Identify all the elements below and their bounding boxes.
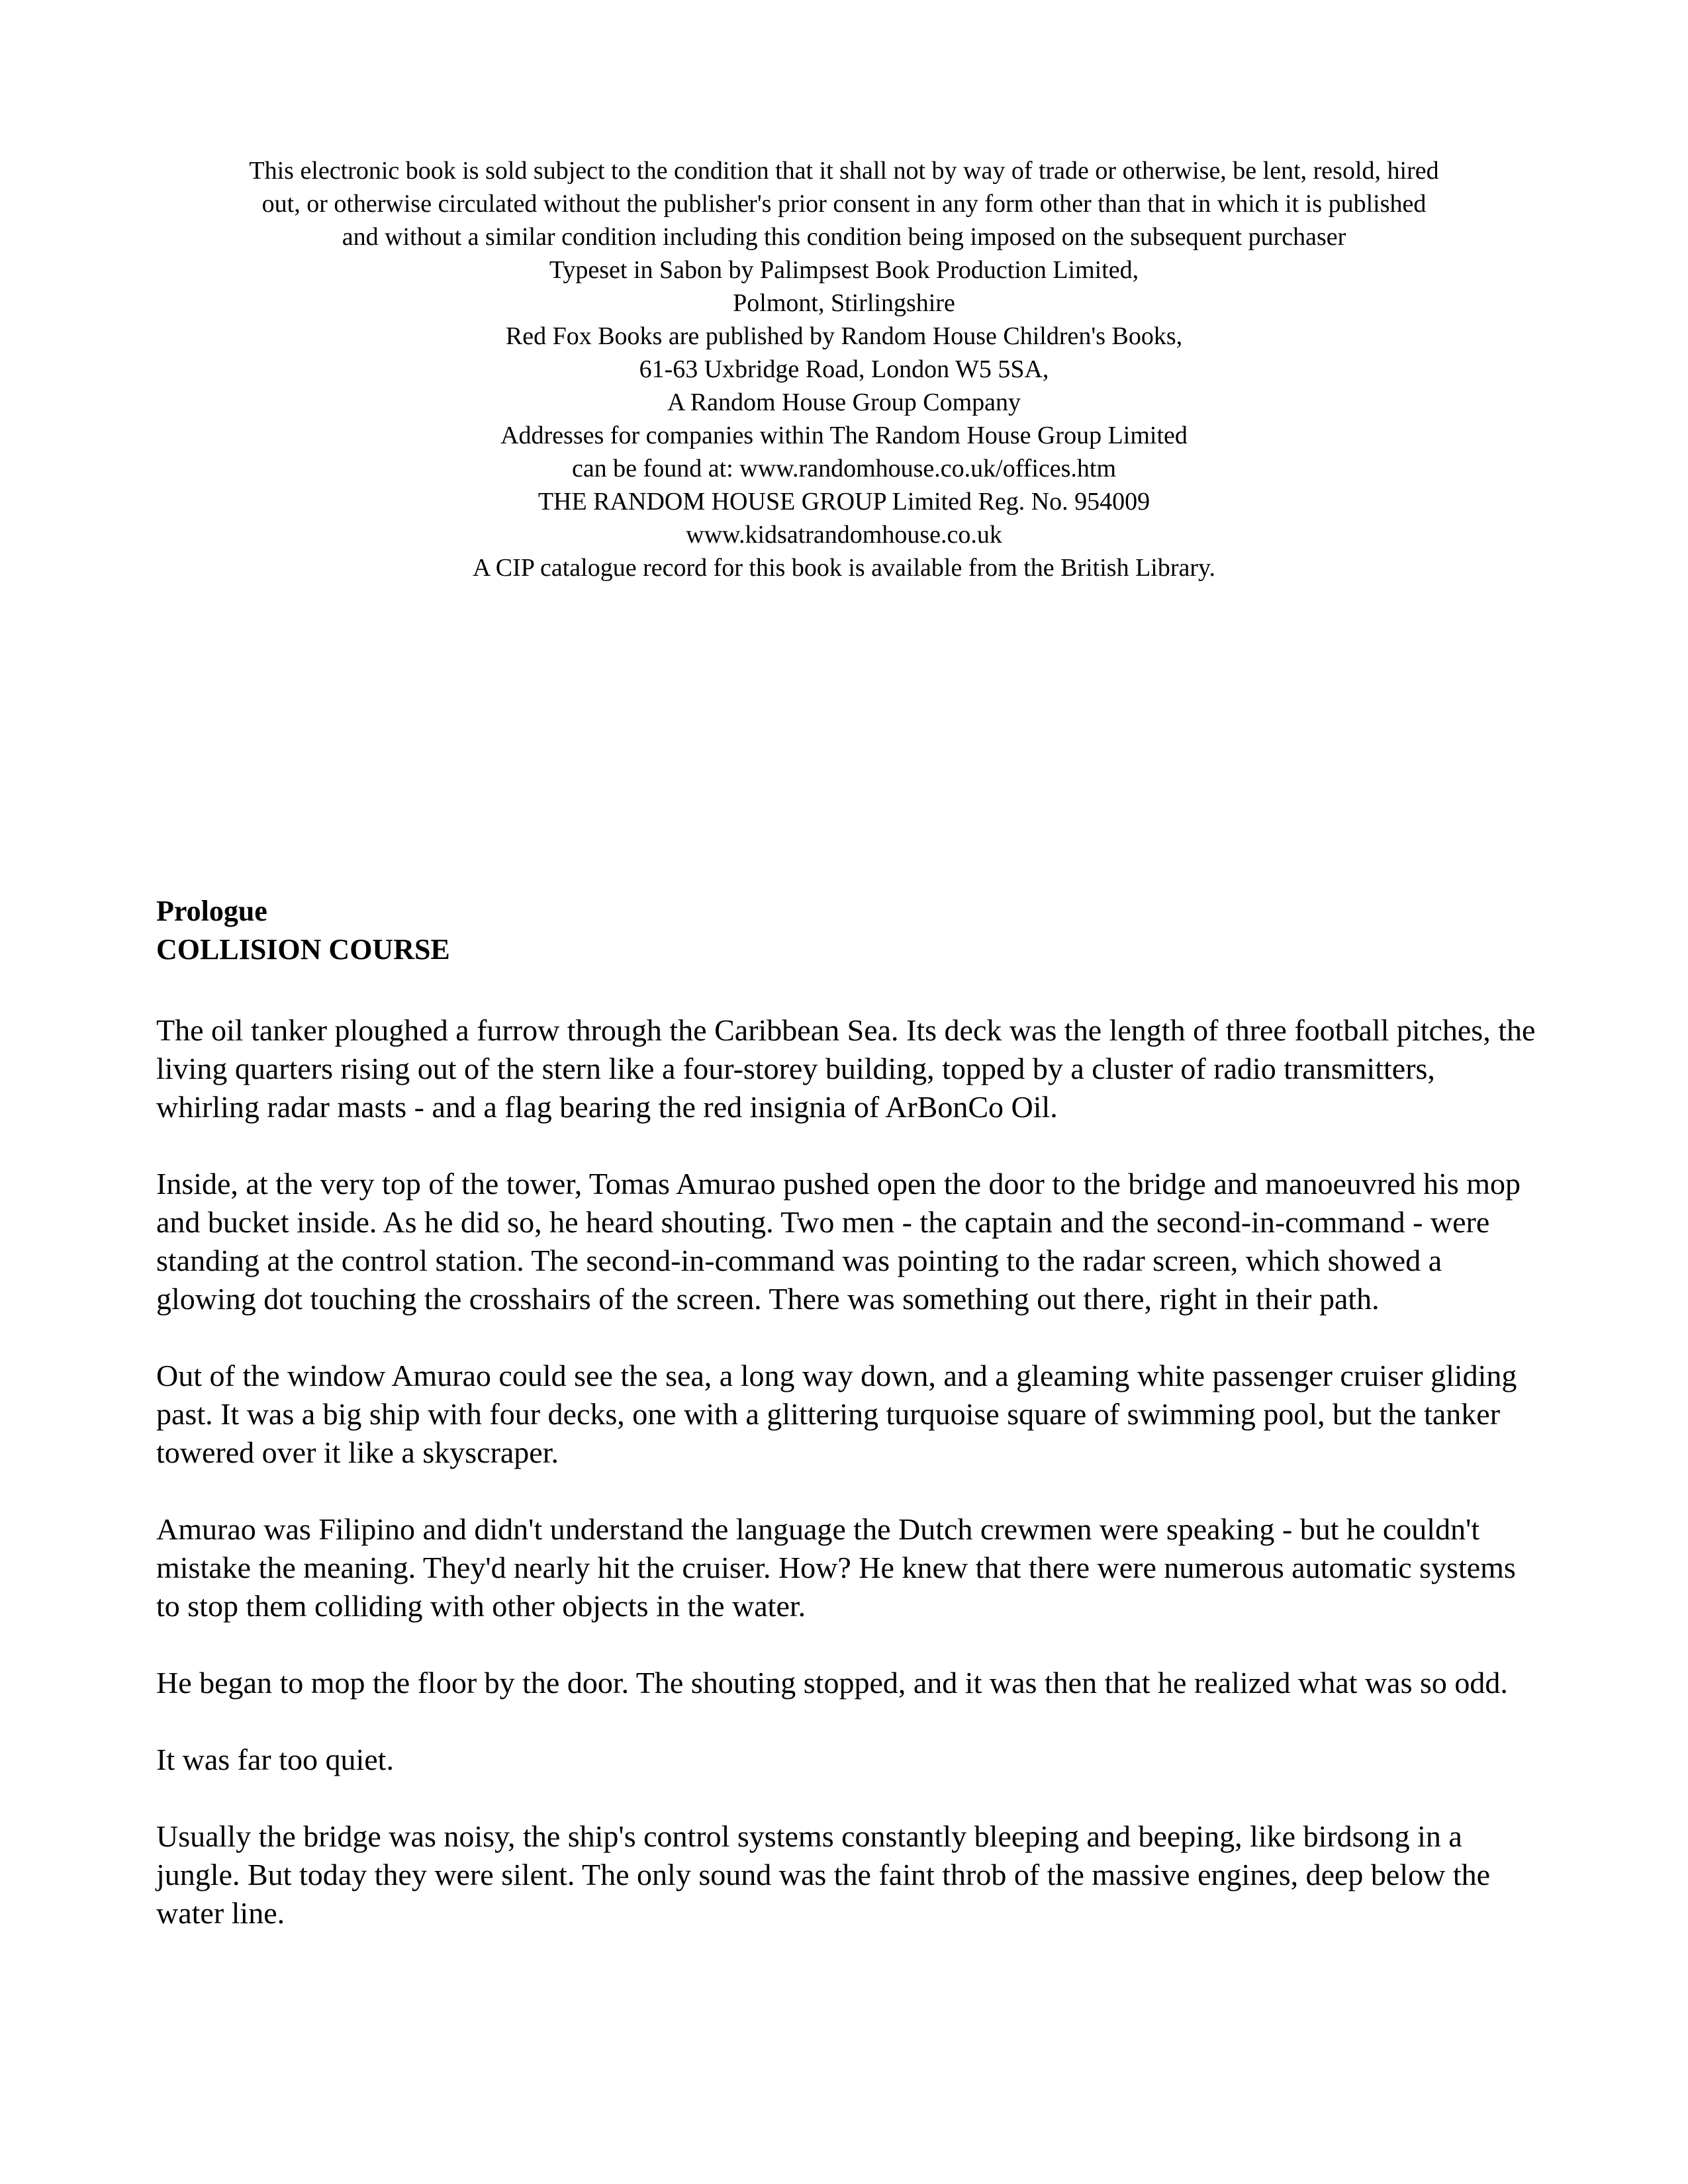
- paragraph: Usually the bridge was noisy, the ship's control systems constantly bleeping and beeping, like birdsong in a jungle. But today they were silent. The only sound was the faint throb of the massive engines, deep below the water line.: [156, 1819, 1491, 1930]
- imprint-line: THE RANDOM HOUSE GROUP Limited Reg. No. 954009: [538, 488, 1150, 516]
- copyright-imprint: [152, 154, 1536, 584]
- imprint-line: A CIP catalogue record for this book is available from the British Library.: [472, 554, 1216, 582]
- imprint-line: 61-63 Uxbridge Road, London W5 5SA,: [639, 355, 1049, 383]
- imprint-line: Addresses for companies within The Random House Group Limited: [500, 422, 1188, 449]
- imprint-line: www.kidsatrandomhouse.co.uk: [686, 521, 1002, 549]
- imprint-line: can be found at: www.randomhouse.co.uk/offices.htm: [571, 455, 1117, 482]
- imprint-line: This electronic book is sold subject to the condition that it shall not by way of trade or otherwise, be lent, resold, hired: [249, 157, 1439, 185]
- imprint-line: Typeset in Sabon by Palimpsest Book Production Limited,: [549, 256, 1139, 284]
- paragraph: He began to mop the floor by the door. The shouting stopped, and it was then that he realized what was so odd.: [156, 1666, 1508, 1700]
- imprint-line: A Random House Group Company: [667, 388, 1021, 416]
- paragraph: The oil tanker ploughed a furrow through the Caribbean Sea. Its deck was the length of three football pitches, the living quarters rising out of the stern like a four-storey building, topped by a cluster of radio transmitters, whirling radar masts - and a flag bearing the red insignia of ArBonCo Oil.: [156, 1013, 1536, 1124]
- chapter-heading: [156, 892, 450, 969]
- chapter-label: Prologue: [156, 895, 267, 927]
- paragraph: It was far too quiet.: [156, 1743, 394, 1776]
- imprint-line: Red Fox Books are published by Random House Children's Books,: [505, 322, 1183, 350]
- body-text: [156, 1011, 1540, 1971]
- imprint-line: and without a similar condition including this condition being imposed on the subsequent purchaser: [342, 223, 1346, 251]
- imprint-line: Polmont, Stirlingshire: [733, 289, 955, 317]
- paragraph: Inside, at the very top of the tower, Tomas Amurao pushed open the door to the bridge and manoeuvred his mop and bucket inside. As he did so, he heard shouting. Two men - the captain and the second-in-command - were standing at the control station. The second-in-command was pointing to the radar screen, which showed a glowing dot touching the crosshairs of the screen. There was something out there, right in their path.: [156, 1167, 1521, 1316]
- paragraph: Out of the window Amurao could see the sea, a long way down, and a gleaming white passenger cruiser gliding past. It was a big ship with four decks, one with a glittering turquoise square of swimming pool, but the tanker towered over it like a skyscraper.: [156, 1359, 1517, 1469]
- paragraph: Amurao was Filipino and didn't understand the language the Dutch crewmen were speaking - but he couldn't mistake the meaning. They'd nearly hit the cruiser. How? He knew that there were numerous automatic systems to stop them colliding with other objects in the water.: [156, 1512, 1516, 1623]
- chapter-title: COLLISION COURSE: [156, 933, 450, 966]
- imprint-line: out, or otherwise circulated without the publisher's prior consent in any form other than that in which it is published: [261, 190, 1427, 218]
